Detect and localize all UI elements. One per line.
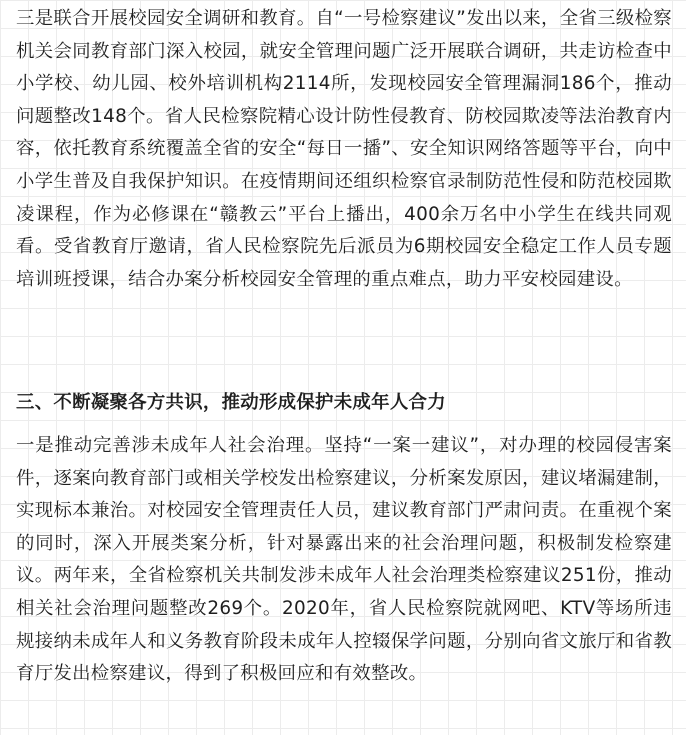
article-body <box>16 0 672 685</box>
paragraph-social-governance: 一是推动完善涉未成年人社会治理。坚持“一案一建议”，对办理的校园侵害案件，逐案向教育部门或相关学校发出检察建议，分析案发原因，建议堵漏建制，实现标本兼治。对校园安全管理责任人员，建议教育部门严肃问责。在重视个案的同时，深入开展类案分析，针对暴露出来的社会治理问题，积极制发检察建议。两年来，全省检察机关共制发涉未成年人社会治理类检察建议251份，推动相关社会治理问题整改269个。2020年，省人民检察院就网吧、KTV等场所违规接纳未成年人和义务教育阶段未成年人控辍保学问题，分别向省文旅厅和省教育厅发出检察建议，得到了积极回应和有效整改。 <box>16 435 672 685</box>
section-heading: 三、不断凝聚各方共识，推动形成保护未成年人合力 <box>16 392 446 413</box>
paragraph-campus-safety-education: 三是联合开展校园安全调研和教育。自“一号检察建议”发出以来，全省三级检察机关会同教育部门深入校园，就安全管理问题广泛开展联合调研，共走访检查中小学校、幼儿园、校外培训机构2114所，发现校园安全管理漏洞186个，推动问题整改148个。省人民检察院精心设计防性侵教育、防校园欺凌等法治教育内容，依托教育系统覆盖全省的安全“每日一播”、安全知识网络答题等平台，向中小学生普及自我保护知识。在疫情期间还组织检察官录制防范性侵和防范校园欺凌课程，作为必修课在“赣教云”平台上播出，400余万名中小学生在线共同观看。受省教育厅邀请，省人民检察院先后派员为6期校园安全稳定工作人员专题培训班授课，结合办案分析校园安全管理的重点难点，助力平安校园建设。 <box>16 8 672 290</box>
